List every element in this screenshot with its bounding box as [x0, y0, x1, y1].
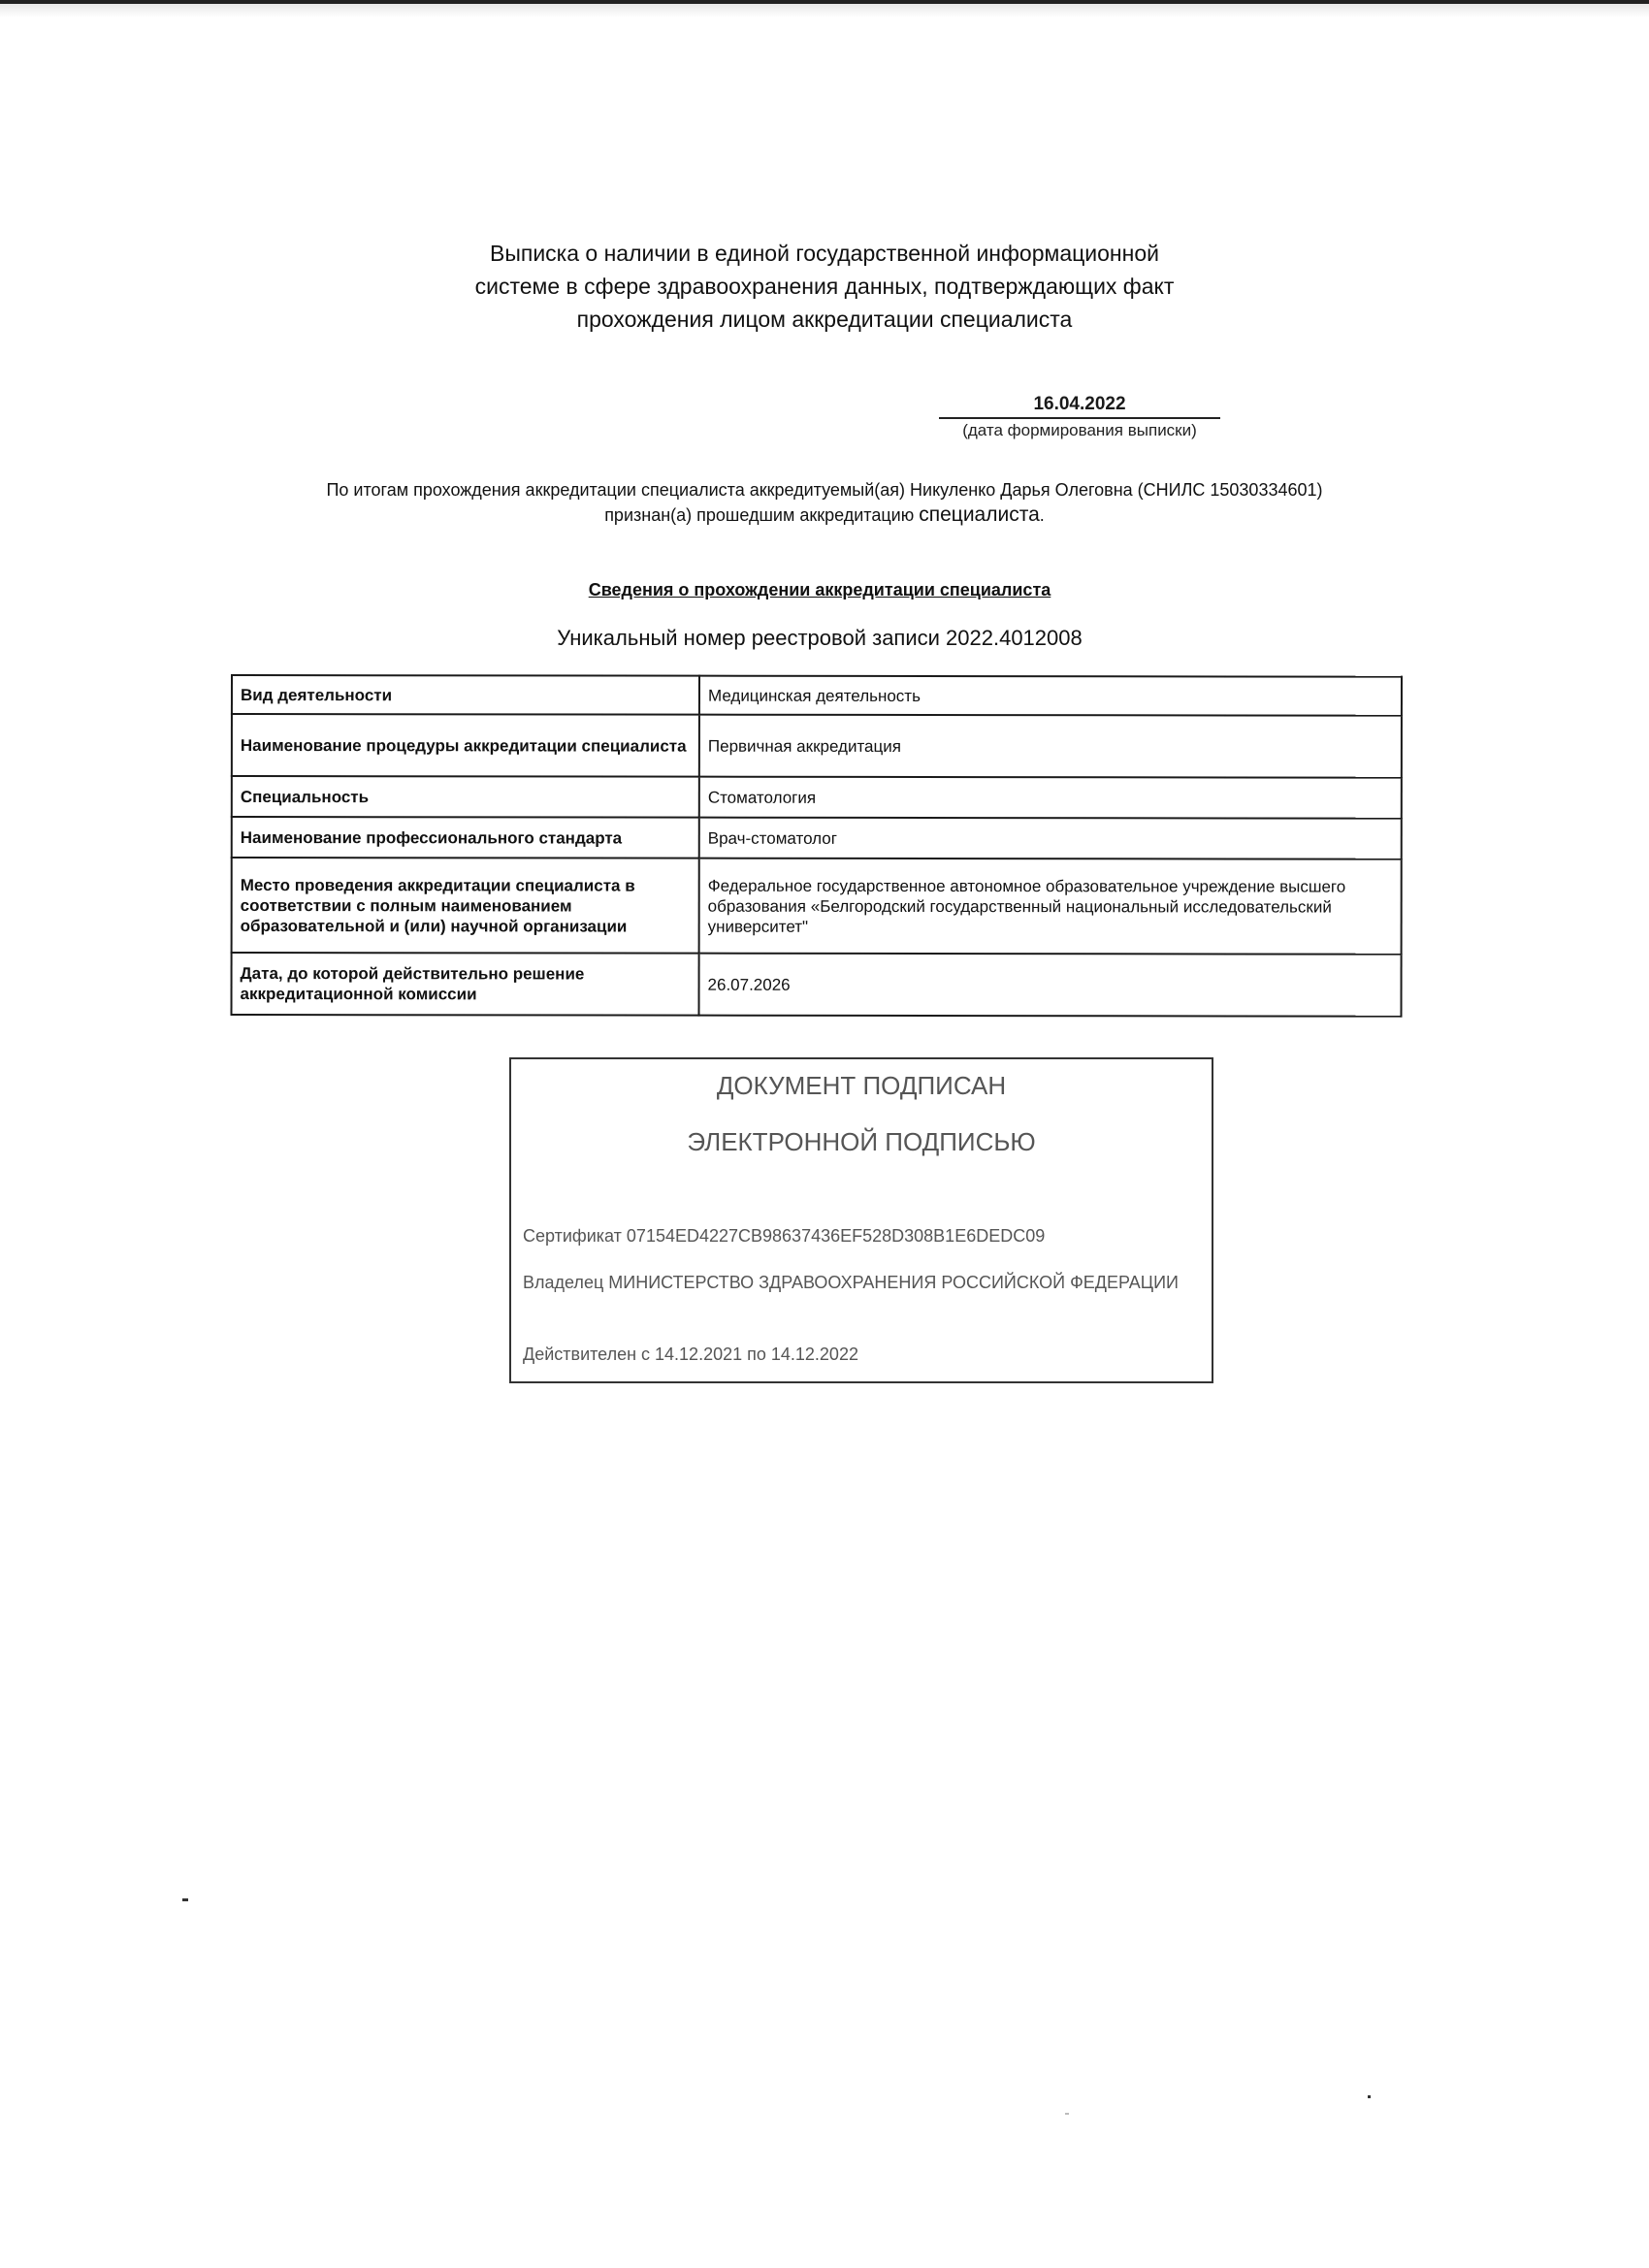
statement-line-1: По итогам прохождения аккредитации специалиста аккредитуемый(ая) Никуленко Дарья Олеговна (СНИЛС 15030334601)	[326, 480, 1323, 500]
row-key: Вид деятельности	[232, 675, 699, 715]
row-key: Место проведения аккредитации специалиста в соответствии с полным наименованием образовательной и (или) научной организации	[232, 858, 699, 954]
signature-certificate: Сертификат 07154ED4227CB98637436EF528D308B1E6DEDC09	[523, 1226, 1046, 1246]
row-key: Наименование процедуры аккредитации специалиста	[232, 714, 699, 777]
accreditation-statement	[242, 477, 1406, 528]
section-heading: Сведения о прохождении аккредитации специалиста	[588, 580, 1051, 599]
title-line-3: прохождения лицом аккредитации специалиста	[576, 307, 1073, 332]
row-value: 26.07.2026	[699, 954, 1402, 1017]
signature-heading-1: ДОКУМЕНТ ПОДПИСАН	[716, 1071, 1007, 1100]
table-row	[232, 953, 1402, 1017]
signature-validity: Действителен с 14.12.2021 по 14.12.2022	[523, 1345, 858, 1364]
document-title	[369, 237, 1280, 336]
table-row	[232, 776, 1402, 819]
row-key: Дата, до которой действительно решение аккредитационной комиссии	[232, 953, 699, 1016]
scan-speck	[1065, 2113, 1069, 2115]
row-key: Специальность	[232, 776, 699, 818]
formation-date-block	[939, 392, 1220, 442]
statement-specialist: специалиста	[919, 503, 1040, 526]
row-value: Федеральное государственное автономное образовательное учреждение высшего образования «Белгородский государственный национальный исследовательский университет"	[699, 859, 1402, 955]
scan-speck	[182, 1898, 188, 1901]
table-row	[232, 675, 1402, 716]
formation-date: 16.04.2022	[939, 392, 1220, 419]
signature-heading-2: ЭЛЕКТРОННОЙ ПОДПИСЬЮ	[687, 1127, 1036, 1156]
row-value: Стоматология	[699, 777, 1402, 819]
row-value: Медицинская деятельность	[699, 676, 1402, 716]
statement-text: признан(а) прошедшим аккредитацию	[604, 505, 915, 525]
title-line-1: Выписка о наличии в единой государственной информационной	[490, 241, 1159, 266]
formation-date-caption: (дата формирования выписки)	[962, 421, 1197, 439]
statement-period: .	[1039, 505, 1045, 525]
statement-line-2	[242, 502, 1406, 528]
signature-owner: Владелец МИНИСТЕРСТВО ЗДРАВООХРАНЕНИЯ РОССИЙСКОЙ ФЕДЕРАЦИИ	[523, 1273, 1179, 1292]
scan-edge-shadow	[0, 4, 1649, 17]
electronic-signature-stamp	[509, 1057, 1213, 1383]
accreditation-info-table	[231, 674, 1403, 1018]
registry-number: Уникальный номер реестровой записи 2022.4012008	[557, 626, 1083, 650]
title-line-2: системе в сфере здравоохранения данных, подтверждающих факт	[474, 274, 1175, 299]
table-row	[232, 714, 1402, 778]
table-row	[232, 817, 1402, 859]
row-value: Первичная аккредитация	[699, 715, 1402, 778]
scan-speck	[1368, 2095, 1371, 2098]
row-key: Наименование профессионального стандарта	[232, 817, 699, 859]
row-value: Врач-стоматолог	[699, 818, 1402, 859]
table-row	[232, 858, 1402, 955]
